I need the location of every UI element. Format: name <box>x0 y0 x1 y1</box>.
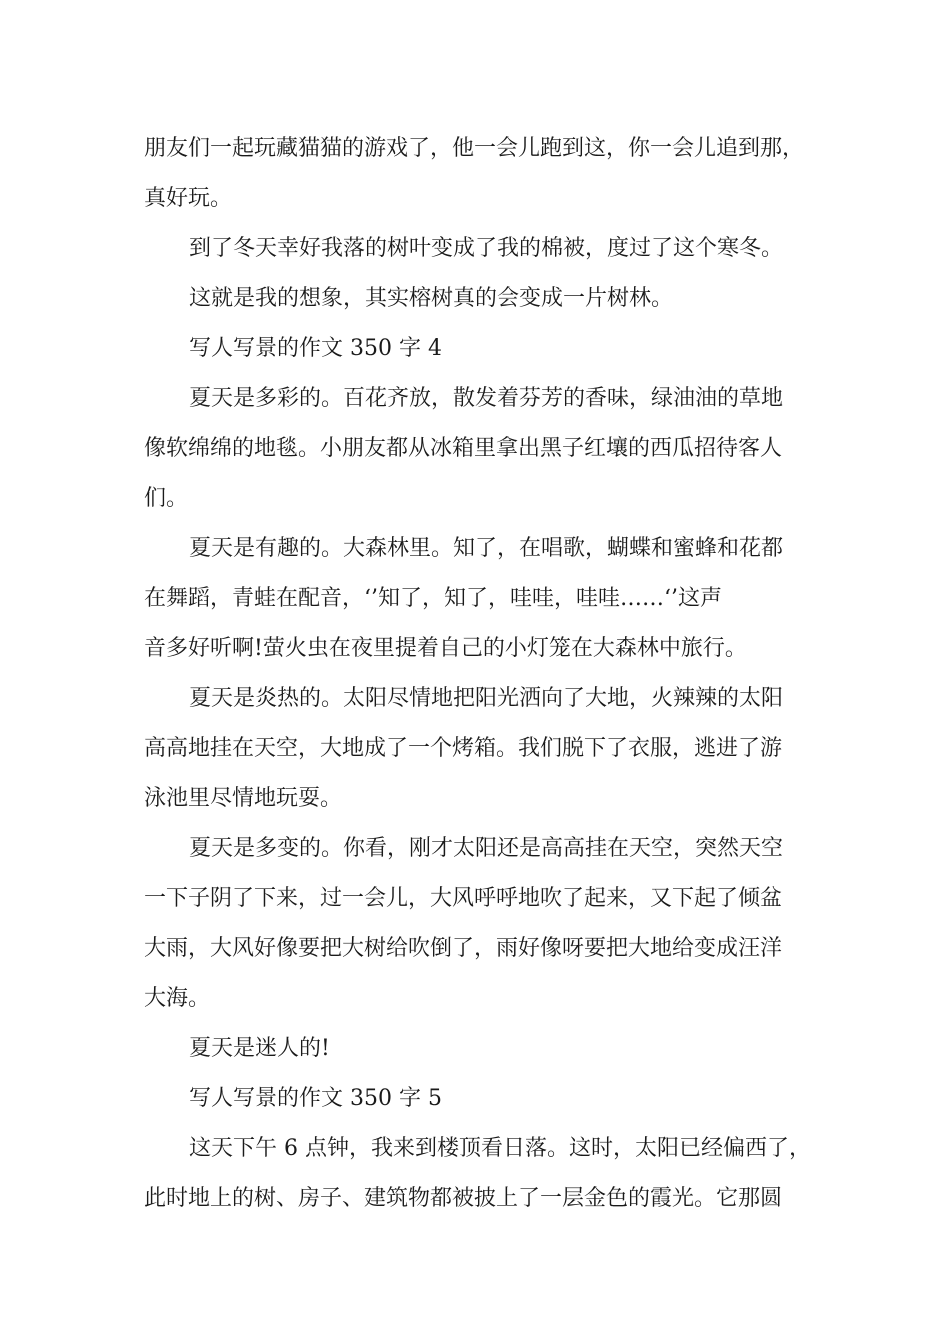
text-line: 音多好听啊!萤火虫在夜里提着自己的小灯笼在大森林中旅行。 <box>144 636 747 661</box>
text-line: 大雨，大风好像要把大树给吹倒了，雨好像呀要把大地给变成汪洋 <box>144 936 783 961</box>
text-line: 夏天是有趣的。大森林里。知了，在唱歌，蝴蝶和蜜蜂和花都 <box>189 536 784 561</box>
text-line: 泳池里尽情地玩耍。 <box>144 786 343 811</box>
text-line: 到了冬天幸好我落的树叶变成了我的棉被，度过了这个寒冬。 <box>189 236 784 261</box>
text-line: 一下子阴了下来，过一会儿，大风呼呼地吹了起来，又下起了倾盆 <box>144 886 783 911</box>
text-line: 夏天是多彩的。百花齐放，散发着芬芳的香味，绿油油的草地 <box>189 386 784 411</box>
text-line: 真好玩。 <box>144 186 233 211</box>
text-line: 夏天是迷人的! <box>189 1036 330 1061</box>
text-line: 夏天是多变的。你看，刚才太阳还是高高挂在天空，突然天空 <box>189 836 784 861</box>
section-heading: 写人写景的作文 350 字 5 <box>189 1086 442 1111</box>
text-line: 高高地挂在天空，大地成了一个烤箱。我们脱下了衣服，逃进了游 <box>144 736 783 761</box>
text-line: 这就是我的想象，其实榕树真的会变成一片树林。 <box>189 286 674 311</box>
text-line: 此时地上的树、房子、建筑物都被披上了一层金色的霞光。它那圆 <box>144 1186 783 1211</box>
text-line: 在舞蹈，青蛙在配音，‘’知了，知了，哇哇，哇哇……‘’这声 <box>144 586 722 611</box>
text-line: 这天下午 6 点钟，我来到楼顶看日落。这时，太阳已经偏西了， <box>189 1136 811 1161</box>
text-line: 像软绵绵的地毯。小朋友都从冰箱里拿出黑子红壤的西瓜招待客人 <box>144 436 783 461</box>
section-heading: 写人写景的作文 350 字 4 <box>189 336 442 361</box>
text-line: 朋友们一起玩藏猫猫的游戏了，他一会儿跑到这，你一会儿追到那， <box>144 136 805 161</box>
text-line: 夏天是炎热的。太阳尽情地把阳光洒向了大地，火辣辣的太阳 <box>189 686 784 711</box>
text-line: 们。 <box>144 486 189 511</box>
text-line: 大海。 <box>144 986 211 1011</box>
document-page <box>144 124 826 1224</box>
